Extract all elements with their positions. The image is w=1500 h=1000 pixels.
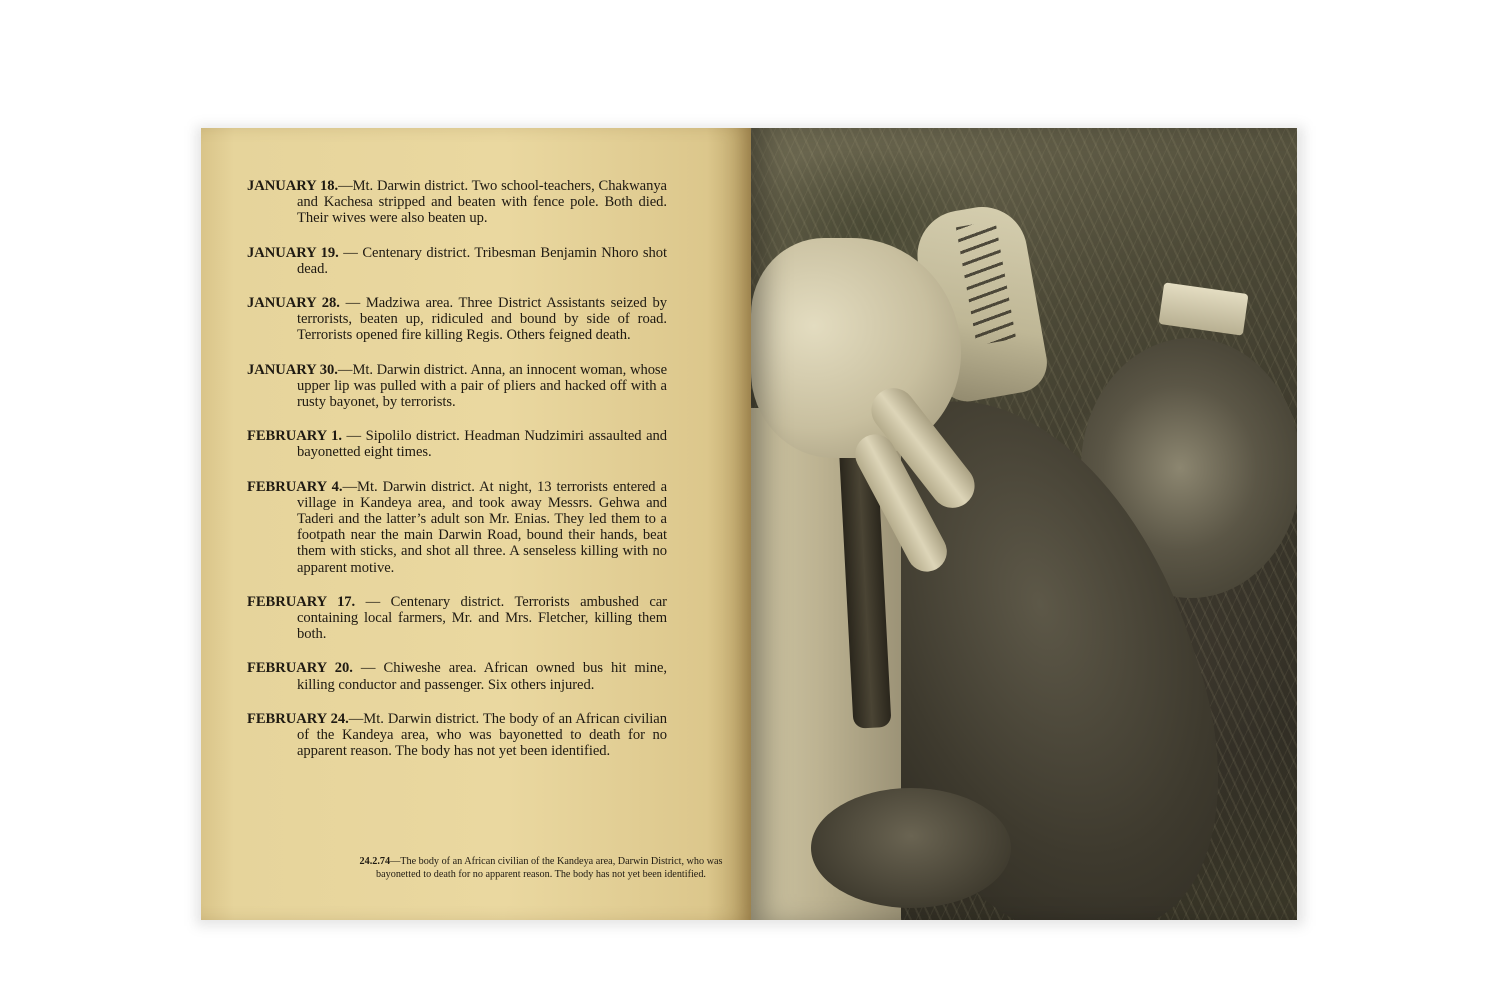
entry-date: JANUARY 28. [247,295,340,312]
entry-date: FEBRUARY 4. [247,478,343,495]
entry-date: FEBRUARY 17. [247,593,356,610]
entry-text: — Sipolilo district. Headman Nudzimiri assaulted and bayonetted eight times. [297,428,667,461]
entry-text: —Mt. Darwin district. At night, 13 terrorists entered a village in Kandeya area, and took away Messrs. Gehwa and Taderi and the latter’s adult son Mr. Enias. They led them to a footpath near the main Darwin Road, bound their hands, beat them with sticks, and shot all three. A senseless killing with no apparent motive. [297,478,667,576]
chronology-entry [247,711,667,760]
entry-text: — Centenary district. Terrorists ambushed car containing local farmers, Mr. and Mrs. Fletcher, killing them both. [297,593,667,643]
gutter-shadow [751,128,1297,920]
chronology-entry [247,295,667,344]
entry-text: — Centenary district. Tribesman Benjamin Nhoro shot dead. [297,244,667,277]
caption-date: 24.2.74 [359,856,391,867]
entry-date: JANUARY 19. [247,244,339,261]
entry-text: —Mt. Darwin district. Two school-teachers, Chakwanya and Kachesa stripped and beaten with fence pole. Both died. Their wives were also beaten up. [297,178,667,227]
entry-text: —Mt. Darwin district. Anna, an innocent woman, whose upper lip was pulled with a pair of pliers and hacked off with a rusty bayonet, by terrorists. [297,361,667,411]
photo-caption [341,855,741,881]
chronology-entry [247,245,667,277]
entry-date: JANUARY 30. [247,361,338,378]
entry-date: FEBRUARY 20. [247,660,353,677]
entry-text: —Mt. Darwin district. The body of an African civilian of the Kandeya area, who was bayonetted to death for no apparent reason. The body has not yet been identified. [297,710,667,760]
chronology-entry [247,428,667,460]
entry-date: FEBRUARY 1. [247,428,343,445]
entry-date: JANUARY 18. [247,178,339,194]
left-page [201,128,751,920]
chronology-entry [247,594,667,643]
chronology-list [247,178,667,777]
entry-date: FEBRUARY 24. [247,710,349,727]
entry-text: — Madziwa area. Three District Assistants seized by terrorists, beaten up, ridiculed and bound by side of road. Terrorists opened fire killing Regis. Others feigned death. [297,295,667,344]
right-page-photo [751,128,1297,920]
chronology-entry [247,660,667,692]
entry-text: — Chiweshe area. African owned bus hit mine, killing conductor and passenger. Six others injured. [297,660,667,693]
caption-text: —The body of an African civilian of the Kandeya area, Darwin District, who was bayonetted to death for no apparent reason. The body has not yet been identified. [376,856,723,880]
chronology-entry [247,178,667,227]
chronology-entry [247,479,667,576]
chronology-entry [247,362,667,411]
